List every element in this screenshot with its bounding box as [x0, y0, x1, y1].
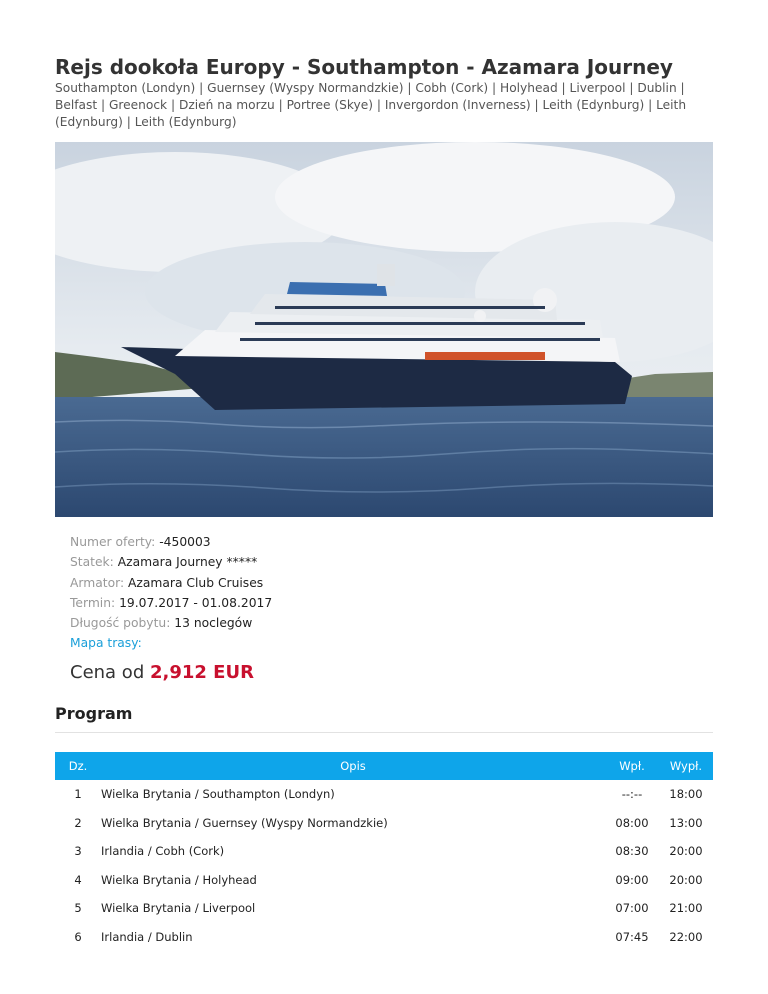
offer-details [70, 532, 272, 654]
offer-number-row: Numer oferty: -450003 [70, 535, 211, 549]
departure-cell: 20:00 [669, 844, 703, 859]
divider [55, 732, 713, 733]
term-row: Termin: 19.07.2017 - 01.08.2017 [70, 595, 273, 610]
price [70, 662, 254, 683]
stay-row: Długość pobytu: 13 noclegów [70, 616, 253, 631]
table-row [55, 837, 713, 866]
desc-cell: Irlandia / Dublin [101, 929, 193, 944]
col-arrival-header: Wpł. [619, 759, 645, 773]
departure-cell: 22:00 [669, 929, 703, 944]
route-ports: Southampton (Londyn) | Guernsey (Wyspy Normandzkie) | Cobh (Cork) | Holyhead | Liverpool | Dublin | Belfast | Greenock | Dzień na morzu | Portree (Skye) | Invergordon (Inverness) | Leith (Edynburg) | Leith (Edynburg) | Leith (Edynburg) [55, 81, 687, 129]
day-cell: 4 [74, 872, 82, 887]
day-cell: 2 [74, 815, 82, 830]
departure-cell: 21:00 [669, 901, 703, 916]
col-day-header: Dz. [68, 759, 88, 773]
route-map-link-row[interactable] [70, 633, 272, 653]
desc-cell: Irlandia / Cobh (Cork) [101, 844, 225, 859]
desc-cell: Wielka Brytania / Guernsey (Wyspy Normandzkie) [101, 815, 388, 830]
table-row [55, 809, 713, 838]
arrival-cell: 07:00 [615, 901, 649, 916]
day-cell: 6 [74, 929, 82, 944]
table-row [55, 894, 713, 923]
desc-cell: Wielka Brytania / Southampton (Londyn) [101, 787, 335, 802]
page-title: Rejs dookoła Europy - Southampton - Azamara Journey [55, 55, 673, 79]
departure-cell: 18:00 [669, 787, 703, 802]
arrival-cell: --:-- [621, 787, 643, 802]
program-table [55, 752, 713, 951]
arrival-cell: 09:00 [615, 872, 649, 887]
departure-cell: 13:00 [669, 815, 703, 830]
ship-row: Statek: Azamara Journey ***** [70, 555, 258, 570]
day-cell: 3 [74, 844, 82, 859]
arrival-cell: 07:45 [615, 929, 649, 944]
owner-row: Armator: Azamara Club Cruises [70, 575, 264, 590]
route-map-link[interactable]: Mapa trasy: [70, 636, 142, 651]
col-departure-header: Wypł. [669, 759, 703, 773]
table-row [55, 780, 713, 809]
col-desc-header: Opis [340, 759, 366, 773]
desc-cell: Wielka Brytania / Liverpool [101, 901, 256, 916]
arrival-cell: 08:30 [615, 844, 649, 859]
table-row [55, 866, 713, 895]
departure-cell: 20:00 [669, 872, 703, 887]
table-header-row [55, 752, 713, 780]
desc-cell: Wielka Brytania / Holyhead [101, 872, 257, 887]
price-label: Cena od [70, 662, 145, 683]
day-cell: 1 [74, 787, 82, 802]
program-heading: Program [55, 704, 133, 723]
price-amount: 2,912 EUR [149, 662, 254, 683]
day-cell: 5 [74, 901, 82, 916]
ship-photo [55, 142, 713, 517]
arrival-cell: 08:00 [615, 815, 649, 830]
table-row [55, 923, 713, 952]
